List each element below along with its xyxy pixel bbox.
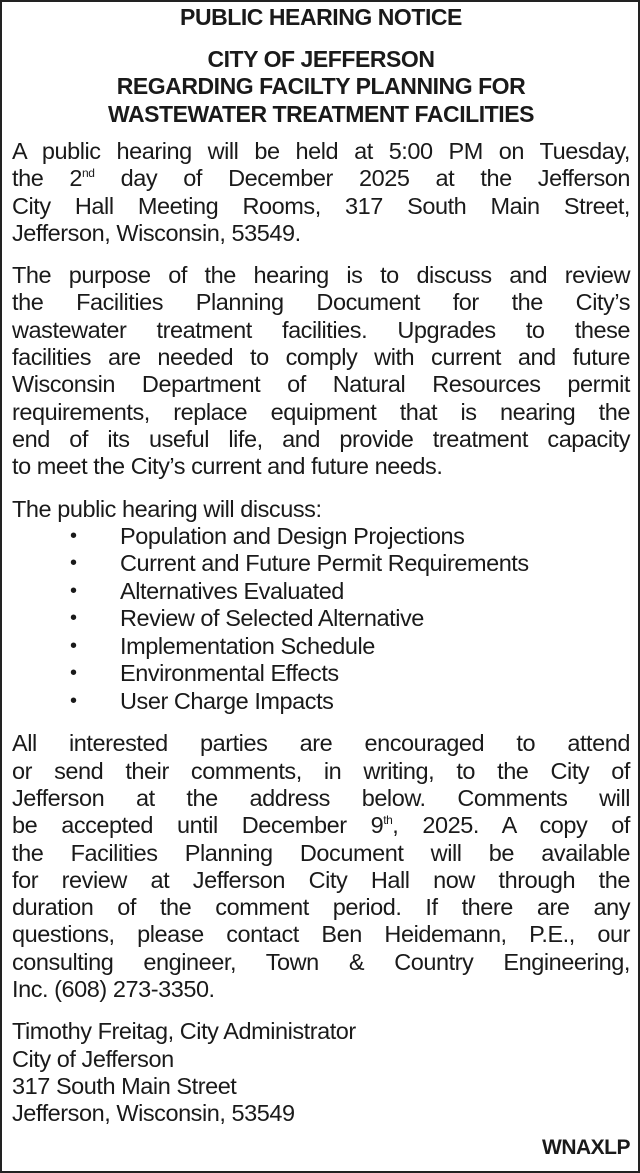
signature-line: 317 South Main Street <box>12 1072 237 1099</box>
text-line <box>12 262 630 289</box>
line-text: Inc. (608) 273-3350. <box>12 976 215 1003</box>
line-text: wastewater treatment facilities. Upgrades to these <box>12 316 630 343</box>
signature-line: City of Jefferson <box>12 1045 174 1072</box>
line-text: Wisconsin Department of Natural Resources permit <box>12 371 630 398</box>
text-line <box>12 165 630 192</box>
list-item <box>12 660 630 688</box>
purpose-paragraph <box>12 262 630 480</box>
line-text: facilities are needed to comply with current and future <box>12 344 630 371</box>
text-line <box>12 193 630 220</box>
list-item-text: User Charge Impacts <box>120 687 334 714</box>
text-line <box>12 399 630 426</box>
list-item <box>12 550 630 578</box>
list-item <box>12 523 630 551</box>
bullet-icon: • <box>70 662 77 685</box>
line-text: the Facilities Planning Document will be available <box>12 839 630 866</box>
text-line <box>12 317 630 344</box>
line-text: consulting engineer, Town & Country Engineering, <box>12 948 630 975</box>
text-line <box>12 921 630 948</box>
subtitle-line: WASTEWATER TREATMENT FACILITIES <box>107 100 534 127</box>
line-text: requirements, replace equipment that is nearing the <box>12 398 630 425</box>
bullet-icon: • <box>70 579 77 602</box>
notice-title: PUBLIC HEARING NOTICE <box>180 4 462 30</box>
public-hearing-notice <box>12 4 630 1143</box>
text-line <box>12 371 630 398</box>
hearing-time-paragraph <box>12 138 630 247</box>
line-text: The purpose of the hearing is to discuss and review <box>12 262 630 289</box>
line-text: end of its useful life, and provide treatment capacity <box>12 425 630 452</box>
ordinal-suffix: nd <box>82 166 95 181</box>
bullet-icon: • <box>70 689 77 712</box>
list-item <box>12 605 630 633</box>
line-text: day of December 2025 at the Jefferson <box>94 165 630 192</box>
text-line <box>12 220 630 247</box>
text-line <box>12 840 630 867</box>
text-line <box>12 867 630 894</box>
subtitle-line: REGARDING FACILTY PLANNING FOR <box>116 73 526 99</box>
list-item-text: Current and Future Permit Requirements <box>120 550 529 577</box>
line-text: the Facilities Planning Document for the City’s <box>12 289 630 316</box>
line-text: questions, please contact Ben Heidemann, P.E., our <box>12 921 630 948</box>
list-item-text: Population and Design Projections <box>120 522 465 549</box>
subtitle-line: CITY OF JEFFERSON <box>207 45 435 72</box>
list-item-text: Implementation Schedule <box>120 632 375 659</box>
signature-block <box>12 1018 630 1127</box>
notice-subtitle <box>12 46 630 129</box>
line-text: to meet the City’s current and future needs. <box>12 453 443 480</box>
comments-paragraph <box>12 730 630 1003</box>
ad-code: WNAXLP <box>542 1136 630 1159</box>
text-line <box>12 453 630 480</box>
text-line <box>12 289 630 316</box>
bullet-icon: • <box>70 634 77 657</box>
line-text: duration of the comment period. If there are any <box>12 894 630 921</box>
line-text: be accepted until December 9 <box>12 812 384 839</box>
text-line <box>12 812 630 839</box>
text-line <box>12 976 630 1003</box>
list-item <box>12 633 630 661</box>
text-line <box>12 730 630 757</box>
signature-line: Timothy Freitag, City Administrator <box>12 1018 356 1045</box>
line-text: the 2 <box>12 165 83 192</box>
text-line <box>12 138 630 165</box>
bullet-icon: • <box>70 552 77 575</box>
discussion-topics <box>12 496 630 716</box>
line-text: A public hearing will be held at 5:00 PM on Tuesday, <box>12 138 630 164</box>
list-item <box>12 578 630 606</box>
line-text: , 2025. A copy of <box>392 812 630 839</box>
text-line <box>12 894 630 921</box>
list-item-text: Review of Selected Alternative <box>120 605 424 632</box>
topic-list <box>12 523 630 716</box>
text-line <box>12 785 630 812</box>
bullet-icon: • <box>70 524 77 547</box>
list-item-text: Alternatives Evaluated <box>120 577 344 604</box>
list-item <box>12 688 630 716</box>
ordinal-suffix: th <box>383 813 393 828</box>
list-item-text: Environmental Effects <box>120 660 339 687</box>
line-text: Jefferson, Wisconsin, 53549. <box>12 219 301 246</box>
line-text: All interested parties are encouraged to attend <box>12 730 630 757</box>
discussion-intro: The public hearing will discuss: <box>12 495 322 522</box>
text-line <box>12 758 630 785</box>
line-text: for review at Jefferson City Hall now through the <box>12 866 630 893</box>
line-text: Jefferson at the address below. Comments will <box>12 784 630 811</box>
text-line <box>12 426 630 453</box>
line-text: or send their comments, in writing, to the City of <box>12 757 630 784</box>
line-text: City Hall Meeting Rooms, 317 South Main Street, <box>12 192 630 219</box>
signature-line: Jefferson, Wisconsin, 53549 <box>12 1100 295 1127</box>
text-line <box>12 344 630 371</box>
bullet-icon: • <box>70 607 77 630</box>
text-line <box>12 949 630 976</box>
